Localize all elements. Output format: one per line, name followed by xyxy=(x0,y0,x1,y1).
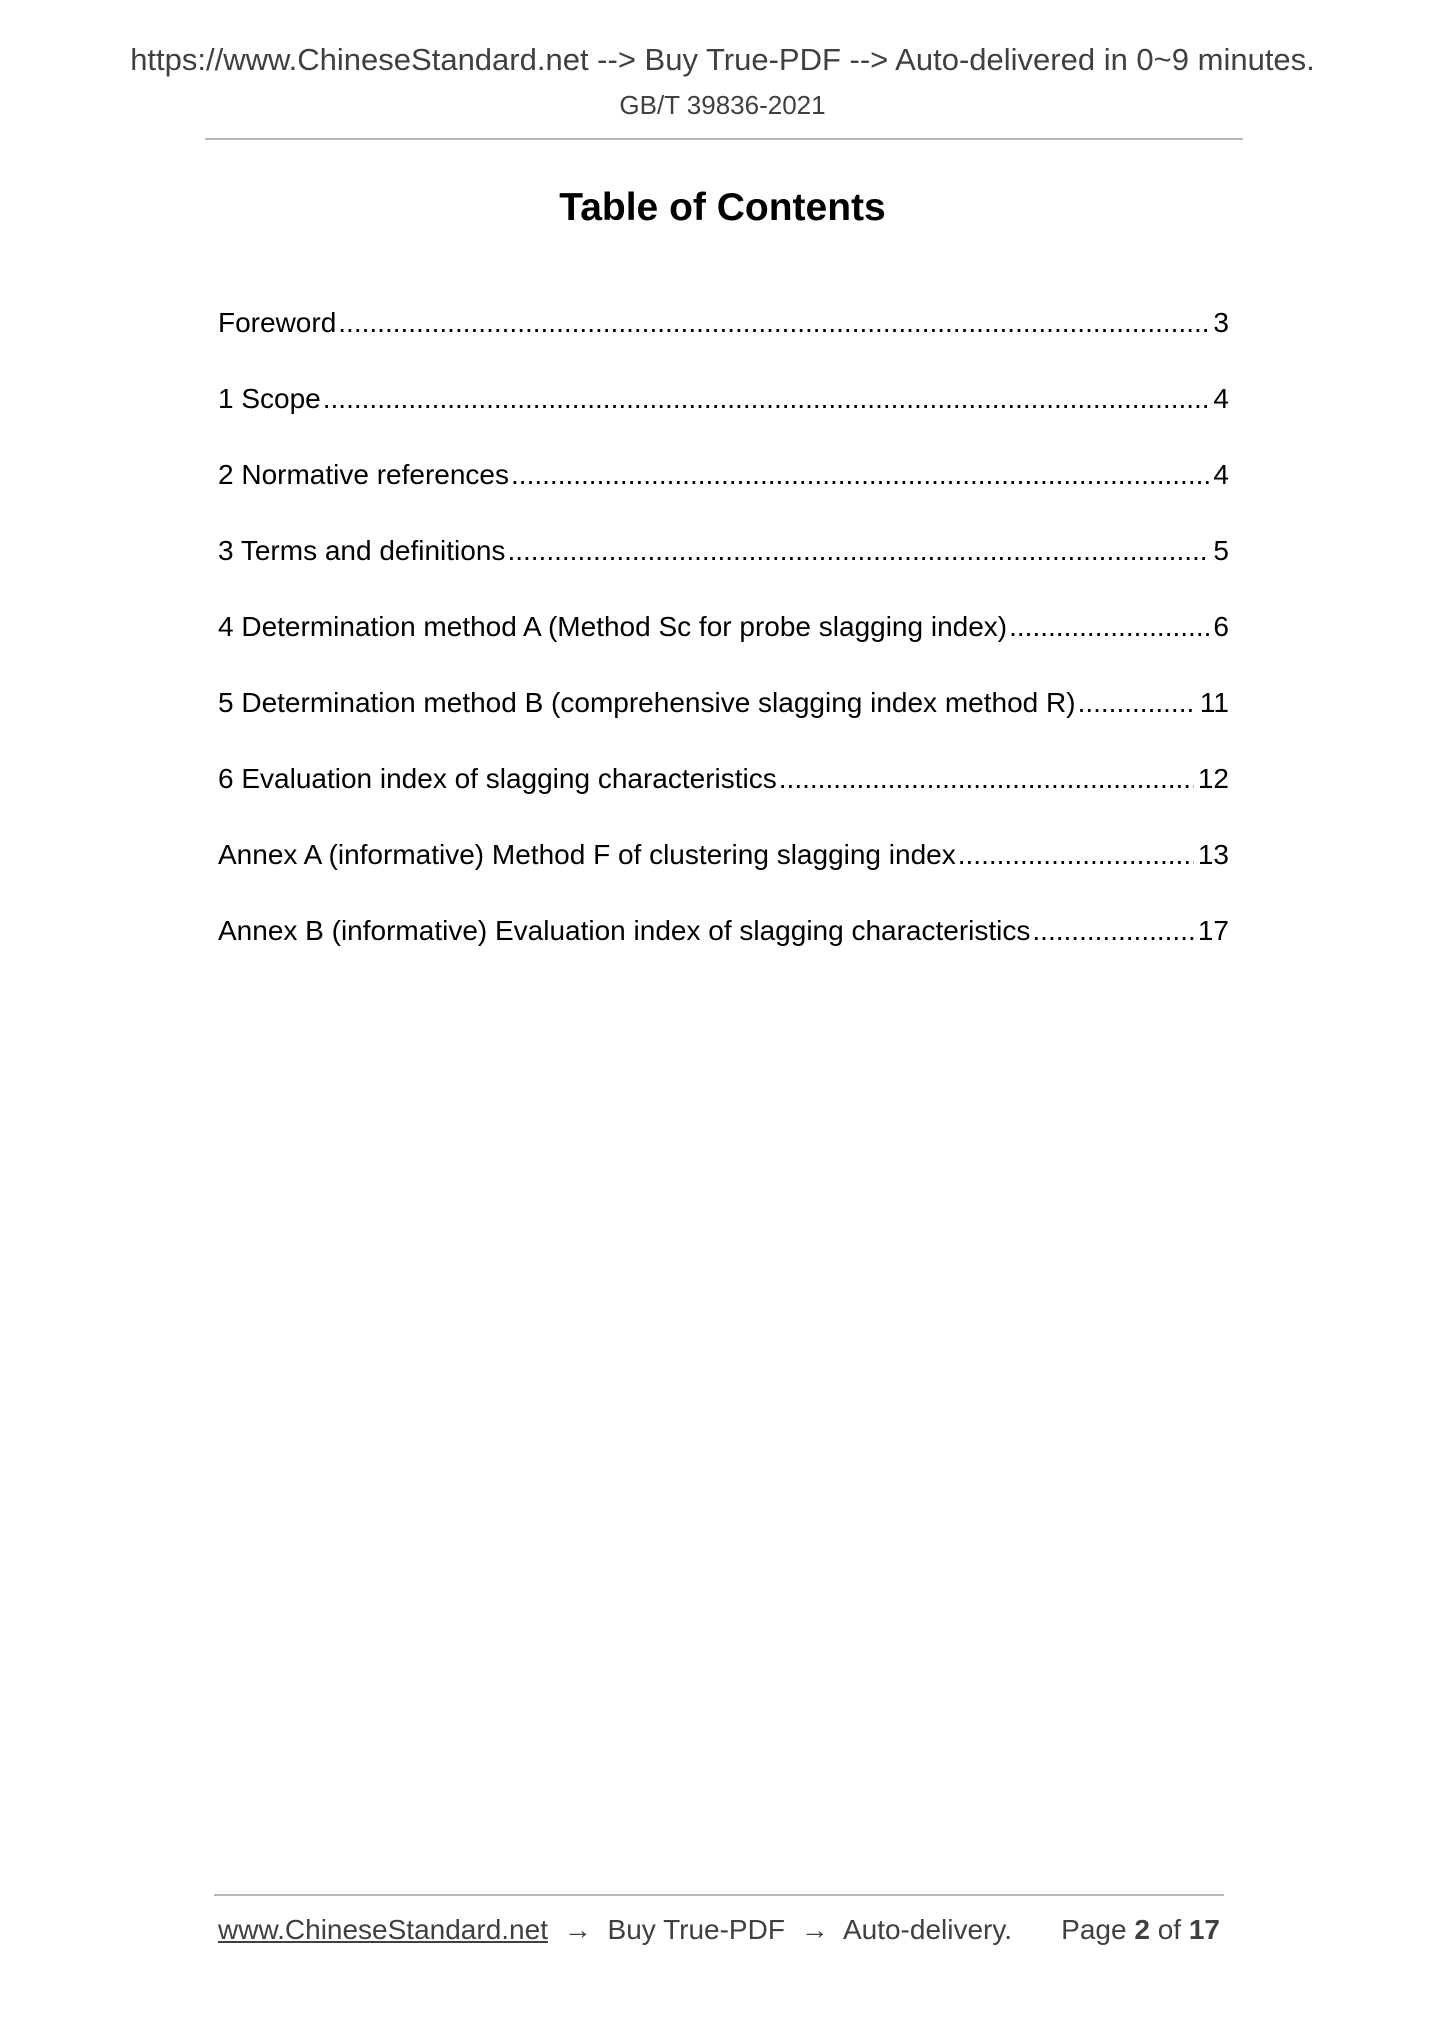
footer-site-link[interactable]: www.ChineseStandard.net xyxy=(218,1914,548,1945)
document-code: GB/T 39836-2021 xyxy=(619,90,826,120)
toc-dot-leader xyxy=(1009,607,1209,647)
toc-entry-terms-definitions[interactable] xyxy=(218,531,1229,607)
right-arrow-icon: → xyxy=(563,1914,592,1945)
toc-entry-page: 6 xyxy=(1213,611,1229,642)
page-word: Page xyxy=(1061,1914,1127,1945)
toc-entry-method-b[interactable] xyxy=(218,683,1229,759)
toc-entry-method-a[interactable] xyxy=(218,607,1229,683)
toc-entry-annex-b[interactable] xyxy=(218,911,1229,987)
toc-entry-label: 5 Determination method B (comprehensive slagging index method R) xyxy=(218,687,1076,718)
footer-delivery-text: Auto-delivery. xyxy=(842,1914,1013,1945)
page-total: 17 xyxy=(1188,1914,1220,1945)
toc-entry-page: 4 xyxy=(1213,383,1229,414)
toc-entry-foreword[interactable] xyxy=(218,303,1229,379)
toc-entry-annex-a[interactable] xyxy=(218,835,1229,911)
footer-buy-text: Buy True-PDF xyxy=(607,1914,785,1945)
toc-entry-normative-references[interactable] xyxy=(218,455,1229,531)
toc-dot-leader xyxy=(323,379,1210,419)
toc-entry-page: 13 xyxy=(1197,839,1229,870)
page-title: Table of Contents xyxy=(559,186,886,229)
toc-entry-page: 11 xyxy=(1199,687,1229,718)
toc-entry-page: 12 xyxy=(1197,763,1229,794)
page-current: 2 xyxy=(1134,1914,1150,1945)
of-word: of xyxy=(1157,1914,1182,1945)
page-indicator xyxy=(1061,1912,1220,1948)
toc-dot-leader xyxy=(1078,683,1196,723)
toc-dot-leader xyxy=(779,759,1194,799)
toc-entry-evaluation-index[interactable] xyxy=(218,759,1229,835)
toc-dot-leader xyxy=(507,531,1209,571)
header-divider xyxy=(205,138,1243,140)
toc-entry-scope[interactable] xyxy=(218,379,1229,455)
toc-entry-page: 3 xyxy=(1213,307,1229,338)
toc-dot-leader xyxy=(511,455,1209,495)
toc-entry-label: 2 Normative references xyxy=(218,459,510,490)
toc-entry-label: Annex A (informative) Method F of clustering slagging index xyxy=(218,839,956,870)
right-arrow-icon: → xyxy=(800,1914,829,1945)
toc-entry-label: 6 Evaluation index of slagging characteristics xyxy=(218,763,777,794)
toc-dot-leader xyxy=(958,835,1194,875)
toc-list xyxy=(218,303,1229,987)
toc-entry-page: 17 xyxy=(1197,915,1229,946)
toc-entry-label: 4 Determination method A (Method Sc for probe slagging index) xyxy=(218,611,1008,642)
toc-entry-label: Foreword xyxy=(218,307,337,338)
toc-entry-page: 5 xyxy=(1213,535,1229,566)
toc-entry-page: 4 xyxy=(1213,459,1229,490)
toc-entry-label: 3 Terms and definitions xyxy=(218,535,506,566)
toc-dot-leader xyxy=(1032,911,1193,951)
toc-entry-label: 1 Scope xyxy=(218,383,321,414)
top-banner: https://www.ChineseStandard.net --> Buy True-PDF --> Auto-delivered in 0~9 minutes. xyxy=(130,42,1315,77)
footer-divider xyxy=(214,1894,1224,1896)
toc-entry-label: Annex B (informative) Evaluation index of slagging characteristics xyxy=(218,915,1031,946)
footer xyxy=(218,1912,1220,1948)
toc-dot-leader xyxy=(338,303,1209,343)
